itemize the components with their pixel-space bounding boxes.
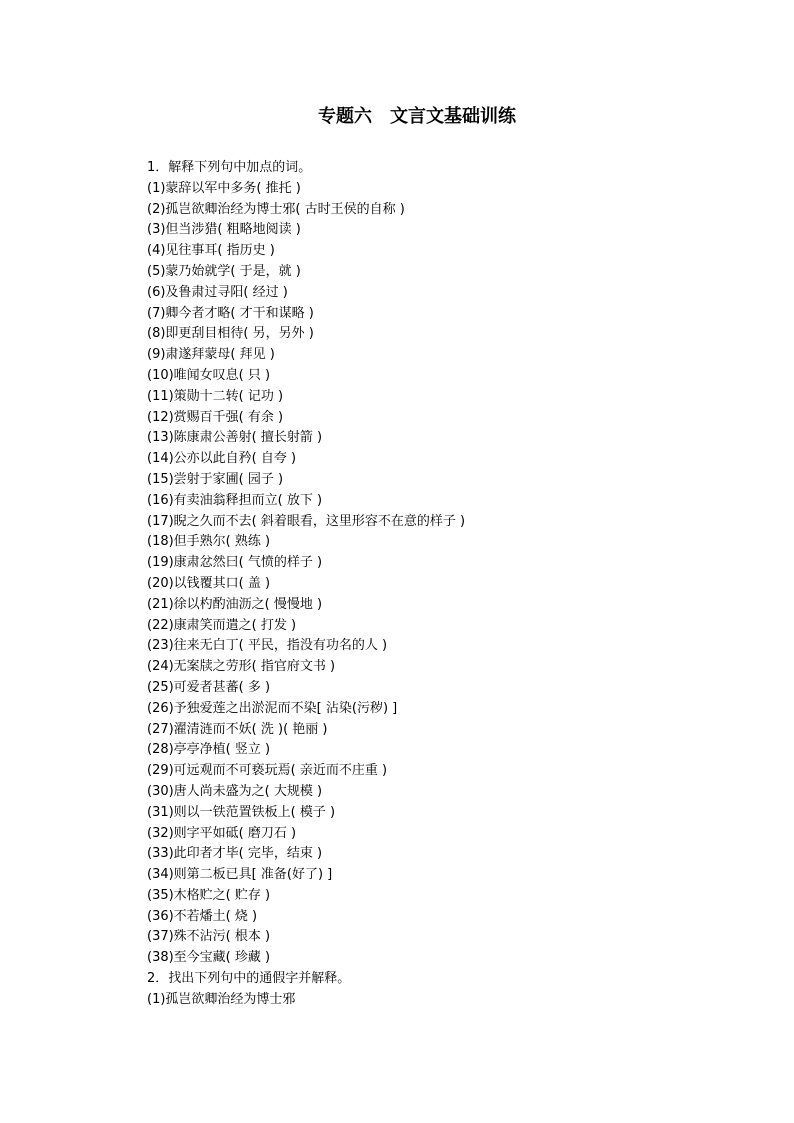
text-line: (20)以钱覆其口( 盖 ) [147, 575, 271, 591]
text-line: (6)及鲁肃过寻阳( 经过 ) [147, 284, 288, 300]
text-line: (22)康肃笑而遣之( 打发 ) [147, 617, 297, 633]
text-line: (27)濯清涟而不妖( 洗 )( 艳丽 ) [147, 721, 328, 737]
text-line: (34)则第二板已具[ 准备(好了) ] [147, 867, 333, 883]
text-line: 2．找出下列句中的通假字并解释。 [147, 971, 351, 987]
text-line: (19)康肃忿然曰( 气愤的样子 ) [147, 555, 323, 571]
text-line: (32)则字平如砥( 磨刀石 ) [147, 825, 297, 841]
text-line: (9)肃遂拜蒙母( 拜见 ) [147, 347, 275, 363]
page-title: 专题六 文言文基础训练 [318, 106, 516, 127]
text-line: (38)至今宝藏( 珍藏 ) [147, 950, 271, 966]
text-line: (16)有卖油翁释担而立( 放下 ) [147, 492, 323, 508]
text-line: (7)卿今者才略( 才干和谋略 ) [147, 305, 314, 321]
text-line: (18)但手熟尔( 熟练 ) [147, 534, 271, 550]
text-line: (1)蒙辞以军中多务( 推托 ) [147, 180, 301, 196]
text-line: (17)睨之久而不去( 斜着眼看，这里形容不在意的样子 ) [147, 513, 466, 529]
text-line: (1)孤岂欲卿治经为博士邪 [147, 991, 296, 1007]
text-line: (24)无案牍之劳形( 指官府文书 ) [147, 659, 336, 675]
text-line: (28)亭亭净植( 竖立 ) [147, 742, 271, 758]
text-line: (33)此印者才毕( 完毕，结束 ) [147, 846, 323, 862]
text-line: (15)尝射于家圃( 园子 ) [147, 471, 284, 487]
text-line: (2)孤岂欲卿治经为博士邪( 古时王侯的自称 ) [147, 201, 405, 217]
text-line: (11)策勋十二转( 记功 ) [147, 388, 284, 404]
text-line: (10)唯闻女叹息( 只 ) [147, 367, 271, 383]
text-line: (29)可远观而不可亵玩焉( 亲近而不庄重 ) [147, 763, 388, 779]
text-line: 1．解释下列句中加点的词。 [147, 160, 312, 175]
text-line: (37)殊不沾污( 根本 ) [147, 929, 271, 945]
text-line: (35)木格贮之( 贮存 ) [147, 887, 271, 903]
text-line: (3)但当涉猎( 粗略地阅读 ) [147, 222, 301, 238]
exercise-content [147, 158, 747, 1011]
text-line: (30)唐人尚未盛为之( 大规模 ) [147, 783, 323, 799]
text-line: (36)不若燔土( 烧 ) [147, 908, 258, 924]
text-line: (5)蒙乃始就学( 于是，就 ) [147, 263, 301, 279]
text-line: (14)公亦以此自矜( 自夸 ) [147, 451, 297, 467]
text-line: (13)陈康肃公善射( 擅长射箭 ) [147, 430, 323, 446]
text-line: (21)徐以杓酌油沥之( 慢慢地 ) [147, 596, 323, 612]
text-line: (12)赏赐百千强( 有余 ) [147, 409, 284, 425]
text-line: (8)即更刮目相待( 另，另外 ) [147, 326, 314, 342]
text-line: (31)则以一铁范置铁板上( 模子 ) [147, 804, 336, 820]
text-line: (4)见往事耳( 指历史 ) [147, 243, 275, 259]
text-line: (23)往来无白丁( 平民，指没有功名的人 ) [147, 638, 388, 654]
text-line: (25)可爱者甚蕃( 多 ) [147, 679, 271, 695]
text-line: (26)予独爱莲之出淤泥而不染[ 沾染(污秽) ] [147, 700, 398, 716]
